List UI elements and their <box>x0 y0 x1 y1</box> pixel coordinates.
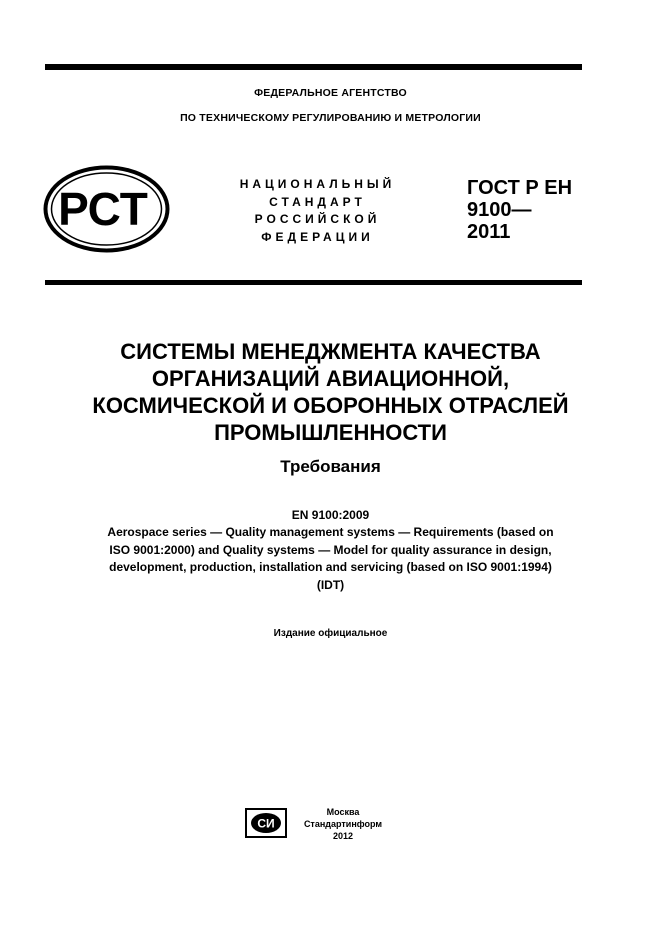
logo-letters: РСТ <box>58 183 148 235</box>
title-line-1: СИСТЕМЫ МЕНЕДЖМЕНТА КАЧЕСТВА <box>120 339 541 364</box>
document-title <box>40 338 621 446</box>
title-line-4: ПРОМЫШЛЕННОСТИ <box>214 420 447 445</box>
standard-number-line-1: ГОСТ Р ЕН <box>467 177 573 199</box>
publisher-city: Москва <box>326 807 360 817</box>
en-standard-number: EN 9100:2009 <box>291 508 370 522</box>
reference-line-1: Aerospace series — Quality management systems — Requirements (based on <box>107 525 554 539</box>
reference-line-3: development, production, installation and servicing (based on ISO 9001:1994) <box>109 560 552 574</box>
top-rule <box>45 64 582 70</box>
standard-kind-line-4: ФЕДЕРАЦИИ <box>261 230 374 244</box>
document-subtitle: Требования <box>280 457 381 476</box>
standard-kind-line-2: СТАНДАРТ <box>269 195 366 209</box>
title-line-2: ОРГАНИЗАЦИЙ АВИАЦИОННОЙ, <box>151 366 510 391</box>
publisher-name: Стандартинформ <box>303 819 383 829</box>
standard-kind-line-1: НАЦИОНАЛЬНЫЙ <box>239 177 396 191</box>
reference-line-4: (IDT) <box>316 577 345 592</box>
publisher-logo-letters: СИ <box>257 816 275 831</box>
edition-note: Издание официальное <box>273 628 388 639</box>
publisher-block <box>288 806 398 842</box>
agency-line-1: ФЕДЕРАЛЬНОЕ АГЕНТСТВО <box>254 87 407 99</box>
standartinform-logo-icon <box>245 808 287 838</box>
gost-r-certification-icon <box>43 165 170 253</box>
reference-title <box>30 524 631 594</box>
middle-rule <box>45 280 582 285</box>
reference-line-2: ISO 9001:2000) and Quality systems — Model for quality assurance in design, <box>109 542 552 557</box>
title-line-3: КОСМИЧЕСКОЙ И ОБОРОННЫХ ОТРАСЛЕЙ <box>92 393 569 418</box>
standard-kind-line-3: РОССИЙСКОЙ <box>254 212 381 226</box>
standard-number <box>467 177 572 243</box>
publisher-year: 2012 <box>332 831 354 841</box>
standard-number-line-3: 2011 <box>467 221 511 243</box>
standard-number-line-2: 9100— <box>467 199 532 221</box>
agency-line-2: ПО ТЕХНИЧЕСКОМУ РЕГУЛИРОВАНИЮ И МЕТРОЛОГИИ <box>180 112 481 124</box>
